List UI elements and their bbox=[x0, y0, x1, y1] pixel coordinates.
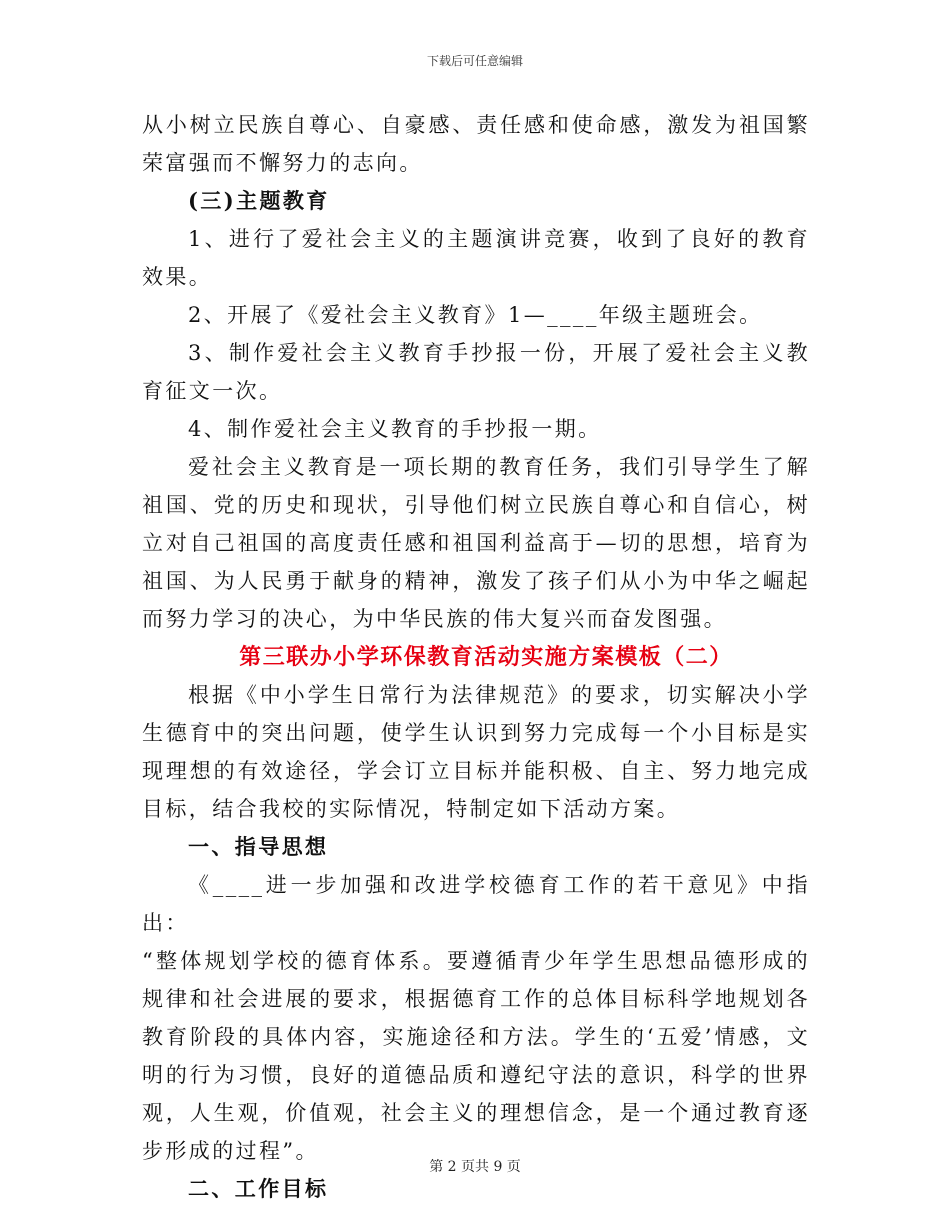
heading-work-goals: 二、工作目标 bbox=[188, 1176, 329, 1201]
heading-guiding-ideology: 一、指导思想 bbox=[188, 834, 329, 859]
page-header: 下载后可任意编辑 bbox=[426, 54, 523, 68]
paragraph-quote-source: 《____进一步加强和改进学校德育工作的若干意见》中指出： bbox=[142, 873, 810, 935]
list-item-3: 3、制作爱社会主义教育手抄报一份，开展了爱社会主义教育征文一次。 bbox=[142, 341, 810, 403]
heading-theme-education: (三)主题教育 bbox=[188, 188, 330, 213]
list-item-1: 1、进行了爱社会主义的主题演讲竞赛，收到了良好的教育效果。 bbox=[142, 227, 810, 289]
list-item-4: 4、制作爱社会主义教育的手抄报一期。 bbox=[188, 417, 602, 441]
paragraph-continuation: 从小树立民族自尊心、自豪感、责任感和使命感，激发为祖国繁荣富强而不懈努力的志向。 bbox=[142, 113, 810, 175]
section-title: 第三联办小学环保教育活动实施方案模板（二） bbox=[239, 644, 733, 670]
paragraph-quote: “整体规划学校的德育体系。要遵循青少年学生思想品德形成的规律和社会进展的要求，根据德育工作的总体目标科学地规划各教育阶段的具体内容，实施途径和方法。学生的‘五爱’情感，文明的行为习惯，良好的道德品质和遵纪守法的意识，科学的世界观，人生观，价值观，社会主义的理想信念，是一个通过教育逐步形成的过程”。 bbox=[142, 949, 810, 1163]
paragraph-intro: 根据《中小学生日常行为法律规范》的要求，切实解决小学生德育中的突出问题，使学生认识到努力完成每一个小目标是实现理想的有效途径，学会订立目标并能积极、自主、努力地完成目标，结合我校的实际情况，特制定如下活动方案。 bbox=[142, 683, 810, 821]
page-footer: 第 2 页共 9 页 bbox=[429, 1159, 521, 1175]
list-item-2: 2、开展了《爱社会主义教育》1—____年级主题班会。 bbox=[188, 303, 763, 327]
paragraph-summary: 爱社会主义教育是一项长期的教育任务，我们引导学生了解祖国、党的历史和现状，引导他们树立民族自尊心和自信心，树立对自己祖国的高度责任感和祖国利益高于—切的思想，培育为祖国、为人民勇于献身的精神，激发了孩子们从小为中华之崛起而努力学习的决心，为中华民族的伟大复兴而奋发图强。 bbox=[142, 455, 810, 631]
document-body bbox=[142, 106, 810, 1208]
